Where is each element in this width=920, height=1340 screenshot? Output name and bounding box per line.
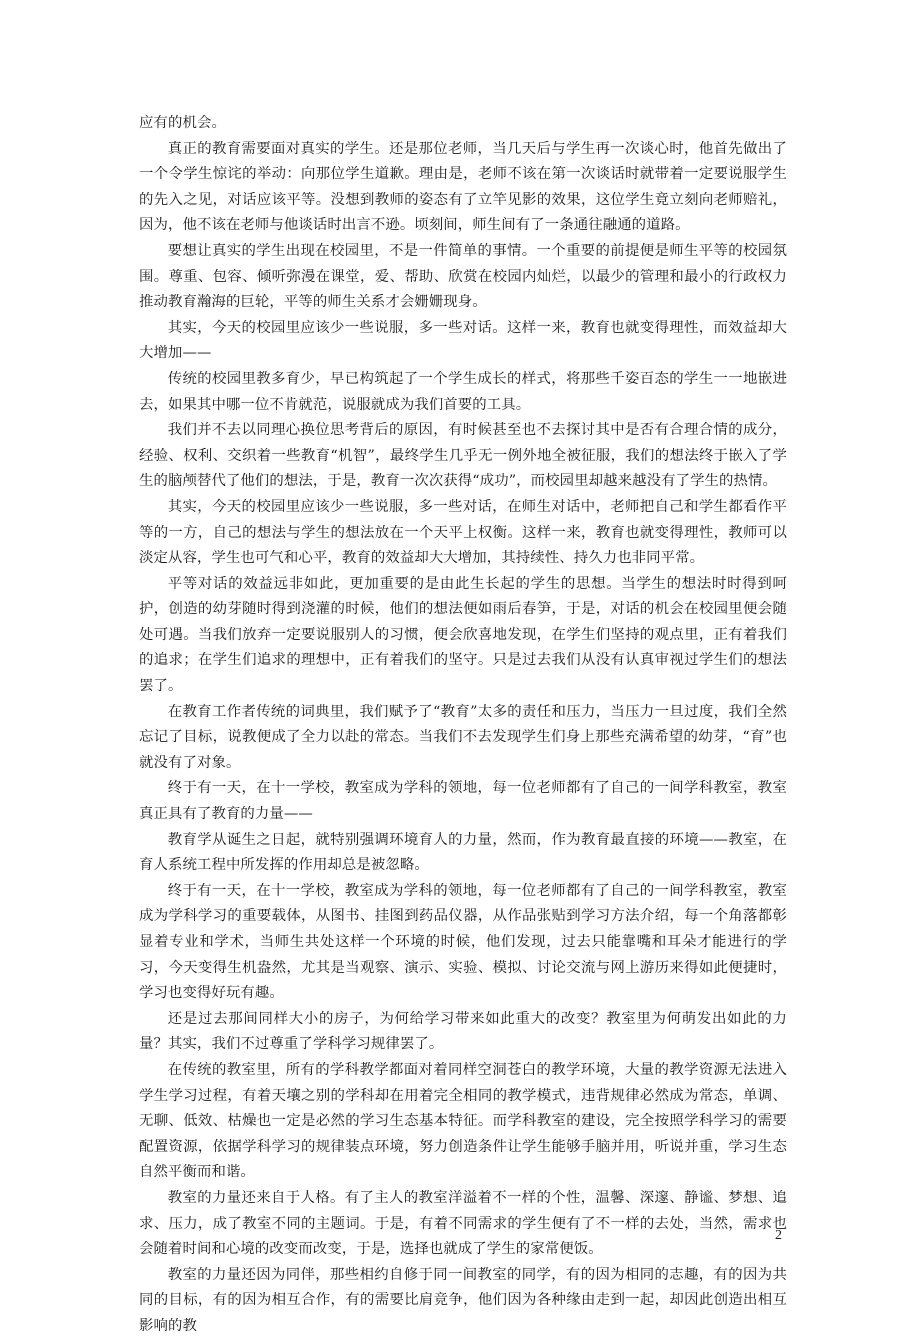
paragraph: 其实，今天的校园里应该少一些说服，多一些对话，在师生对话中，老师把自己和学生都看作平等的一方，自己的想法与学生的想法放在一个天平上权衡。这样一来，教育也就变得理性，教师可以淡定从容，学生也可气和心平，教育的效益却大大增加，其持续性、持久力也非同平常。: [139, 498, 787, 567]
paragraph: 真正的教育需要面对真实的学生。还是那位老师，当几天后与学生再一次谈心时，他首先做出了一个令学生惊诧的举动：向那位学生道歉。理由是，老师不该在第一次谈话时就带着一定要说服学生的先入之见，对话应该平等。没想到教师的姿态有了立竿见影的效果，这位学生竟立刻向老师赔礼，因为，他不该在老师与他谈话时出言不逊。顷刻间，师生间有了一条通往融通的道路。: [139, 140, 787, 234]
paragraph: 终于有一天，在十一学校，教室成为学科的领地，每一位老师都有了自己的一间学科教室，教室真正具有了教育的力量——: [139, 780, 787, 823]
paragraph: 教室的力量还来自于人格。有了主人的教室洋溢着不一样的个性，温馨、深邃、静谧、梦想、追求、压力，成了教室不同的主题词。于是，有着不同需求的学生便有了不一样的去处，当然，需求也会随着时间和心境的改变而改变，于是，选择也就成了学生的家常便饭。: [139, 1189, 787, 1258]
page-number: 2: [775, 1228, 782, 1243]
paragraph: 应有的机会。: [139, 115, 226, 131]
paragraph: 传统的校园里教多育少，早已构筑起了一个学生成长的样式，将那些千姿百态的学生一一地嵌进去，如果其中哪一位不肯就范，说服就成为我们首要的工具。: [139, 370, 787, 413]
paragraph: 教育学从诞生之日起，就特别强调环境育人的力量，然而，作为教育最直接的环境——教室，在育人系统工程中所发挥的作用却总是被忽略。: [139, 831, 787, 874]
paragraph: 教室的力量还因为同伴，那些相约自修于同一间教室的同学，有的因为相同的志趣，有的因为共同的目标，有的因为相互合作，有的需要比肩竞争，他们因为各种缘由走到一起，却因此创造出相互影响的教: [139, 1266, 787, 1334]
paragraph: 在教育工作者传统的词典里，我们赋予了“教育”太多的责任和压力，当压力一旦过度，我们全然忘记了目标，说教便成了全力以赴的常态。当我们不去发现学生们身上那些充满希望的幼芽，“育”也就没有了对象。: [139, 703, 787, 771]
paragraph: 其实，今天的校园里应该少一些说服，多一些对话。这样一来，教育也就变得理性，而效益却大大增加——: [139, 319, 787, 362]
body-text: [139, 111, 787, 1340]
paragraph: 要想让真实的学生出现在校园里，不是一件简单的事情。一个重要的前提便是师生平等的校园氛围。尊重、包容、倾听弥漫在课堂，爱、帮助、欣赏在校园内灿烂，以最少的管理和最小的行政权力推动教育瀚海的巨轮，平等的师生关系才会姗姗现身。: [139, 242, 787, 311]
paragraph: 在传统的教室里，所有的学科教学都面对着同样空洞苍白的教学环境，大量的教学资源无法进入学生学习过程，有着天壤之别的学科却在用着完全相同的教学模式，违背规律必然成为常态，单调、无聊、低效、枯燥也一定是必然的学习生态基本特征。而学科教室的建设，完全按照学科学习的需要配置资源，依据学科学习的规律装点环境，努力创造条件让学生能够手脑并用，听说并重，学习生态自然平衡而和谐。: [139, 1061, 787, 1181]
paragraph: 终于有一天，在十一学校，教室成为学科的领地，每一位老师都有了自己的一间学科教室，教室成为学科学习的重要载体，从图书、挂图到药品仪器，从作品张贴到学习方法介绍，每一个角落都彰显着专业和学术，当师生共处这样一个环境的时候，他们发现，过去只能靠嘴和耳朵才能进行的学习，今天变得生机盎然，尤其是当观察、演示、实验、模拟、讨论交流与网上游历来得如此便捷时，学习也变得好玩有趣。: [139, 882, 787, 1002]
paragraph: 还是过去那间同样大小的房子，为何给学习带来如此重大的改变？教室里为何萌发出如此的力量？其实，我们不过尊重了学科学习规律罢了。: [139, 1010, 787, 1053]
paragraph: 我们并不去以同理心换位思考背后的原因，有时候甚至也不去探讨其中是否有合理合情的成分，经验、权利、交织着一些教育“机智”，最终学生几乎无一例外地全被征服，我们的想法终于嵌入了学生的脑颅替代了他们的想法，于是，教育一次次获得“成功”，而校园里却越来越没有了学生的热情。: [139, 422, 787, 490]
paragraph: 平等对话的效益远非如此，更加重要的是由此生长起的学生的思想。当学生的想法时时得到呵护，创造的幼芽随时得到浇灌的时候，他们的想法便如雨后春笋，于是，对话的机会在校园里便会随处可遇。当我们放弃一定要说服别人的习惯，便会欣喜地发现，在学生们坚持的观点里，正有着我们的追求；在学生们追求的理想中，正有着我们的坚守。只是过去我们从没有认真审视过学生们的想法罢了。: [139, 575, 787, 695]
